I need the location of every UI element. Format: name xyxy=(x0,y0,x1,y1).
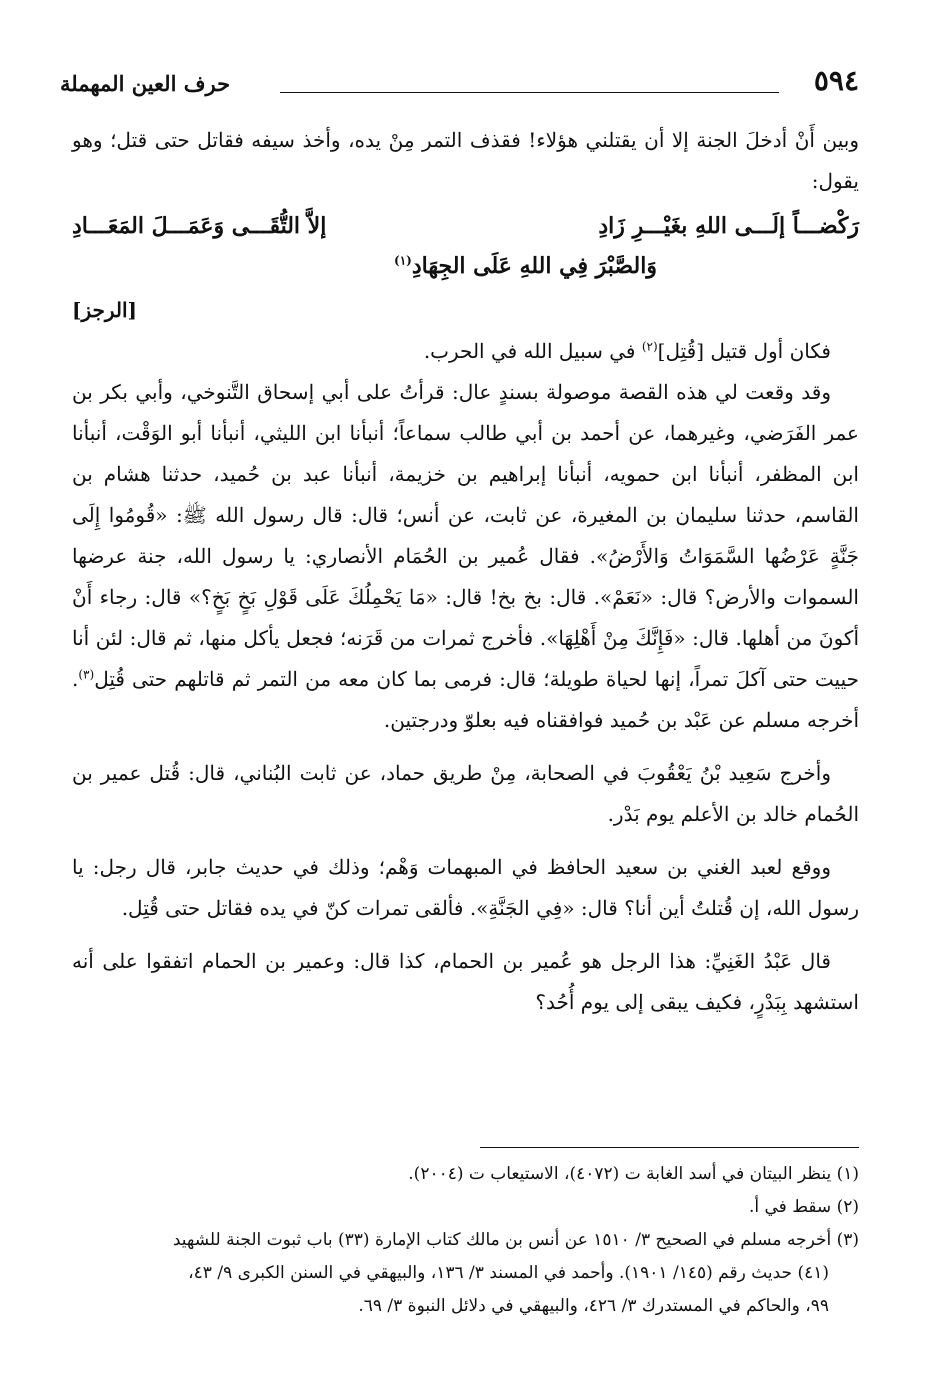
running-title: حرف العين المهملة xyxy=(60,71,231,96)
footnote-ref-2: (٢) xyxy=(641,339,658,354)
paragraph-2 xyxy=(72,331,859,372)
footnote-1: (١) ينظر البيتان في أسد الغابة ت (٤٠٧٢)، الاستيعاب ت (٢٠٠٤). xyxy=(408,1164,859,1184)
footnote-separator xyxy=(480,1147,859,1148)
poem-line-2 xyxy=(72,246,859,286)
paragraph-5: ووقع لعبد الغني بن سعيد الحافظ في المبهمات وَهْم؛ وذلك في حديث جابر، قال رجل: يا رسول الله، إن قُتلتُ أين أنا؟ قال: «فِي الجَنَّةِ». فألقى تمرات كنّ في يده فقاتل حتى قُتِل. xyxy=(72,855,859,920)
paragraph-3-end: . أخرجه مسلم عن عَبْد بن حُميد فوافقناه فيه بعلوّ ودرجتين. xyxy=(72,667,859,732)
poem-line-1 xyxy=(72,206,859,246)
main-text xyxy=(72,120,859,1023)
poem-verse xyxy=(72,206,859,290)
footnotes xyxy=(72,1158,859,1323)
paragraph-6: قال عَبْدُ الغَنِيِّ: هذا الرجل هو عُمير بن الحمام، كذا قال: وعمير بن الحمام اتفقوا على أنه استشهد بِبَدْرٍ، فكيف يبقى إلى يوم أُحُد؟ xyxy=(72,949,859,1014)
header-rule xyxy=(280,92,779,93)
paragraph-3 xyxy=(72,372,859,741)
paragraph-3-text: وقد وقعت لي هذه القصة موصولة بسندٍ عال: قرأتُ على أبي إسحاق التَّنوخي، وأبي بكر بن عمر الفَرَضي، وغيرهما، عن أحمد بن أبي طالب سماعاً؛ أنبأنا ابن الليثي، أنبأنا أبو الوَقْت، أنبأنا ابن المظفر، أنبأنا ابن حمويه، أنبأنا إبراهيم بن خزيمة، أنبأنا عبد بن حُميد، حدثنا هشام بن القاسم، حدثنا سليمان بن المغيرة، عن ثابت، عن أنس؛ قال: قال رسول الله ﷺ: «قُومُوا إِلَى جَنَّةٍ عَرْضُها السَّمَوَاتُ وَالأَرْضُ». فقال عُمير بن الحُمَام الأنصاري: يا رسول الله، جنة عرضها السموات والأرض؟ قال: «نَعَمْ». قال: بخ بخ! قال: «مَا يَحْمِلُكَ عَلَى قَوْلِ بَخٍ بَخٍ؟» قال: رجاء أَنْ أكونَ من أهلها. قال: «فَإِنَّكَ مِنْ أَهْلِهَا». فأخرج ثمرات من قَرَنه؛ فجعل يأكل منها، ثم قال: لئن أنا حييت حتى آكلَ تمراً، إنها لحياة طويلة؛ قال: فرمى بما كان معه من التمر ثم قاتلهم حتى قُتِل xyxy=(72,380,860,691)
footnote-3-continued-1: (٤١) حديث رقم (١٤٥/ ١٩٠١). وأحمد في المسند ٣/ ١٣٦، والبيهقي في السنن الكبرى ٩/ ٤٣، xyxy=(188,1263,829,1283)
poem-hemistich-right: رَكْضـــاً إلَـــى اللهِ بغَيْـــرِ زَادِ xyxy=(598,213,859,239)
poem-hemistich-left: إلاَّ التُّقَـــى وَعَمَـــلَ المَعَـــادِ xyxy=(72,213,327,239)
footnote-ref-1: (١) xyxy=(394,253,412,268)
footnote-3: (٣) أخرجه مسلم في الصحيح ٣/ ١٥١٠ عن أنس بن مالك كتاب الإمارة (٣٣) باب ثبوت الجنة للشهيد xyxy=(172,1230,859,1250)
paragraph-2-end: في سبيل الله في الحرب. xyxy=(423,339,642,363)
footnote-2: (٢) سقط في أ. xyxy=(748,1197,859,1217)
page-header xyxy=(60,64,859,104)
poem-meter: [الرجز] xyxy=(72,298,138,322)
paragraph-1: وبين أَنْ أدخلَ الجنة إلا أن يقتلني هؤلاء! فقذف التمر مِنْ يده، وأخذ سيفه فقاتل حتى قتل؛ وهو يقول: xyxy=(72,128,859,193)
paragraph-4: وأخرج سَعِيد بْنُ يَعْقُوبَ في الصحابة، مِنْ طريق حماد، عن ثابت البُناني، قال: قُتل عمير بن الحُمام خالد بن الأعلم يوم بَدْر. xyxy=(72,761,859,826)
paragraph-2-text: فكان أول قتيل [قُتِل] xyxy=(657,339,831,363)
poem-line-2-text: وَالصَّبْرَ فِي اللهِ عَلَى الجِهَادِ xyxy=(411,253,657,279)
page-number: ٥٩٤ xyxy=(813,64,859,97)
footnote-3-continued-2: ٩٩، والحاكم في المستدرك ٣/ ٤٢٦، والبيهقي في دلائل النبوة ٣/ ٦٩. xyxy=(358,1296,829,1316)
footnote-ref-3: (٣) xyxy=(78,667,95,682)
